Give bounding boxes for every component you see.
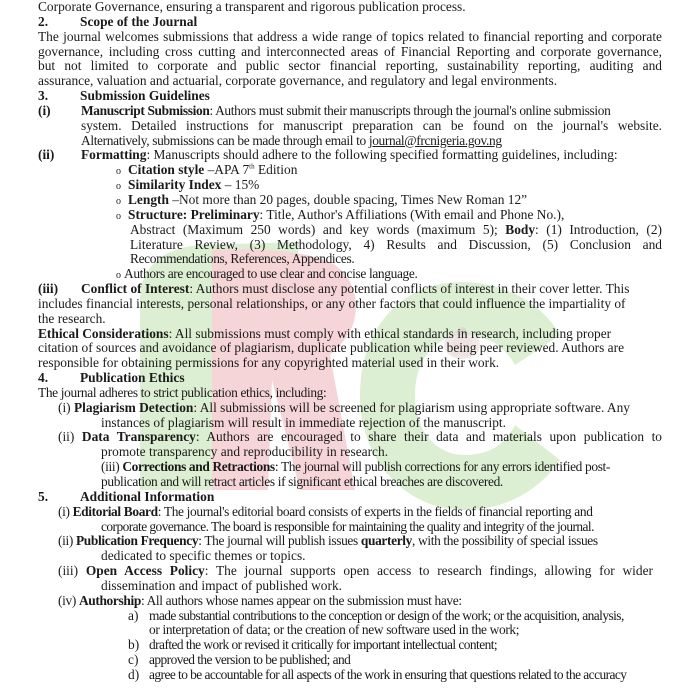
conflict-of-interest-item xyxy=(38,282,662,297)
item-text: corporate governance. The board is responsible for maintaining the quality and integrity of the journal. xyxy=(101,518,594,534)
conflict-text: the research. xyxy=(38,310,106,326)
scope-line: assurance, valuation and actuarial, corporate governance, and regulatory and legal environments. xyxy=(38,73,558,89)
authorship-criterion xyxy=(128,668,662,683)
roman-numeral: (ii) xyxy=(58,533,73,549)
bullet-encouraged xyxy=(116,267,662,282)
conflict-text: includes financial interests, personal relationships, or any other factors that could influence the impartiality of xyxy=(38,295,626,311)
section-heading-scope xyxy=(38,15,662,30)
manuscript-submission-item xyxy=(38,104,662,149)
bullet-text: : Title, Author's Affiliations (With email and Phone No.), xyxy=(259,206,565,222)
section-heading-submission xyxy=(38,89,662,104)
intro-tail: Corporate Governance, ensuring a transparent and rigorous publication process. xyxy=(38,0,466,14)
roman-numeral: (iv) xyxy=(58,592,76,608)
section-title: Submission Guidelines xyxy=(80,88,210,104)
item-label: Corrections and Retractions xyxy=(122,459,275,475)
item-text: : The journal's editorial board consists of experts in the fields of financial reporting and xyxy=(157,503,593,519)
criterion-text: agree to be accountable for all aspects of the work in ensuring that questions related to the accuracy xyxy=(149,666,627,682)
item-label: Formatting xyxy=(81,147,147,163)
criterion-marker: b) xyxy=(128,637,140,653)
item-text: : Authors must submit their manuscripts through the journal's online submission xyxy=(209,102,611,118)
item-label: Open Access Policy xyxy=(85,564,205,579)
section-number: 3. xyxy=(38,88,49,104)
bullet-circle-icon: o xyxy=(116,270,121,282)
structure-text: Literature Review, (3) Methodology, 4) Results and Discussion, (5) Conclusion and xyxy=(130,237,662,252)
editorial-board-item xyxy=(58,505,662,535)
superscript: th xyxy=(249,162,255,171)
item-label: Ethical Considerations xyxy=(38,325,169,341)
roman-numeral: (i) xyxy=(58,503,70,519)
roman-numeral: (iii) xyxy=(38,281,59,297)
item-label: Conflict of Interest xyxy=(81,281,190,297)
scope-line: governance, including cross cutting and interconnected areas of Financial Reporting and corporate governance, xyxy=(38,44,662,59)
email-link[interactable]: journal@frcnigeria.gov.ng xyxy=(368,132,502,148)
section-number: 2. xyxy=(38,13,49,29)
authorship-item xyxy=(58,594,662,609)
item-text: dedicated to specific themes or topics. xyxy=(101,548,306,564)
bullet-similarity-index xyxy=(116,178,662,193)
bullet-text: Edition xyxy=(254,162,298,178)
bullet-text: –Not more than 20 pages, double spacing, Times New Roman 12” xyxy=(168,191,528,207)
criterion-marker: a) xyxy=(128,607,139,623)
corrections-retractions-item xyxy=(101,460,662,475)
bullet-length xyxy=(116,193,662,208)
item-label: Manuscript Submission xyxy=(81,102,210,118)
criterion-text: or interpretation of data; or the creation of new software used in the work; xyxy=(149,622,520,638)
item-text: : The journal will publish issues xyxy=(198,533,361,549)
section-heading-ethics xyxy=(38,371,662,386)
roman-numeral: (iii) xyxy=(101,459,120,475)
section-title: Additional Information xyxy=(80,488,215,504)
structure-text: Abstract (Maximum 250 words) and key words (maximum 5); xyxy=(130,222,506,237)
ethical-text: citation of sources and avoidance of plagiarism, duplicate publication while being peer reviewed. Authors are xyxy=(38,340,625,356)
body-label: Body xyxy=(505,222,536,237)
authorship-criterion xyxy=(128,653,662,668)
bullet-text: –APA 7 xyxy=(204,162,250,178)
roman-numeral: (ii) xyxy=(38,147,55,163)
roman-numeral: (i) xyxy=(58,399,71,415)
bullet-circle-icon: o xyxy=(116,181,121,193)
item-text: : All submissions will be screened for plagiarism using appropriate software. Any xyxy=(193,399,630,415)
item-text: , with the possibility of special issues xyxy=(412,533,598,549)
item-text: Alternatively, submissions can be made through email to xyxy=(81,132,369,148)
data-transparency-item xyxy=(58,430,662,489)
item-text: promote transparency and reproducibility in research. xyxy=(101,444,389,460)
structure-text: Recommendations, References, Appendices. xyxy=(130,251,355,267)
roman-numeral: (iii) xyxy=(58,564,79,579)
ethical-considerations xyxy=(38,327,662,342)
item-text: dissemination and impact of published work. xyxy=(101,577,342,593)
roman-numeral: (ii) xyxy=(58,430,75,445)
formatting-item xyxy=(38,148,662,163)
document-body xyxy=(38,0,662,683)
bullet-circle-icon: o xyxy=(116,166,121,178)
bullet-structure xyxy=(116,208,662,223)
item-text: : Authors are encouraged to share their data and materials upon publication to xyxy=(195,430,662,445)
bullet-text: Authors are encouraged to use clear and concise language. xyxy=(124,266,418,282)
plagiarism-detection-item xyxy=(58,401,662,431)
ethics-intro: The journal adheres to strict publication ethics, including: xyxy=(38,384,327,400)
item-text: publication and will retract articles if significant ethical breaches are discovered. xyxy=(101,474,503,489)
scope-line: The journal welcomes submissions that address a wide range of topics related to financial reporting and corporate xyxy=(38,29,662,44)
bullet-label: Similarity Index xyxy=(128,177,222,193)
bullet-label: Length xyxy=(128,191,169,207)
structure-continuation xyxy=(130,223,662,268)
bullet-circle-icon: o xyxy=(116,195,121,207)
section-number: 4. xyxy=(38,370,49,386)
formatting-bullets xyxy=(116,163,662,222)
item-text: : All submissions must comply with ethical standards in research, including proper xyxy=(168,325,612,341)
authorship-criterion xyxy=(128,638,662,653)
item-text: instances of plagiarism will result in immediate rejection of the manuscript. xyxy=(101,414,506,430)
criterion-marker: c) xyxy=(128,652,139,668)
item-text: : Authors must disclose any potential conflicts of interest in their cover letter. This xyxy=(189,281,630,297)
bullet-label: Structure xyxy=(128,206,183,222)
bullet-sep: : xyxy=(182,206,191,222)
item-label: Authorship xyxy=(78,592,141,608)
item-text: : All authors whose names appear on the submission must have: xyxy=(140,592,462,608)
bullet-label: Citation style xyxy=(128,162,205,178)
open-access-policy-item xyxy=(58,564,662,594)
item-label: Publication Frequency xyxy=(75,533,199,549)
item-text: : Manuscripts should adhere to the following specified formatting guidelines, including: xyxy=(146,147,618,163)
item-text: : The journal will publish corrections for any errors identified post- xyxy=(274,459,611,475)
section-heading-additional xyxy=(38,490,662,505)
criterion-text: made substantial contributions to the conception or design of the work; or the acquisition, analysis, xyxy=(149,607,624,623)
criterion-text: drafted the work or revised it critically for important intellectual content; xyxy=(149,637,498,653)
section-number: 5. xyxy=(38,488,49,504)
scope-line: but not limited to corporate and public sector financial reporting, sustainability reporting, auditing and xyxy=(38,59,662,74)
criterion-marker: d) xyxy=(128,666,140,682)
item-label: Editorial Board xyxy=(72,503,158,519)
authorship-criterion xyxy=(128,609,662,639)
structure-text: : (1) Introduction, (2) xyxy=(535,222,662,237)
item-text: : The journal supports open access to research findings, allowing for wider xyxy=(204,564,653,579)
bullet-circle-icon: o xyxy=(116,210,121,222)
roman-numeral: (i) xyxy=(38,102,51,118)
frequency-value: quarterly xyxy=(360,533,413,549)
bullet-citation-style xyxy=(116,163,662,178)
section-title: Scope of the Journal xyxy=(80,13,198,29)
item-text: system. Detailed instructions for manuscript preparation can be found on the journal's website. xyxy=(81,118,662,133)
ethical-text: responsible for obtaining permissions for any copyrighted material used in their work. xyxy=(38,355,500,371)
section-title: Publication Ethics xyxy=(80,370,185,386)
preliminary-label: Preliminary xyxy=(190,206,260,222)
item-label: Data Transparency xyxy=(81,430,196,445)
item-label: Plagiarism Detection xyxy=(74,399,194,415)
publication-frequency-item xyxy=(58,534,662,564)
criterion-text: approved the version to be published; and xyxy=(149,652,351,668)
bullet-text: – 15% xyxy=(221,177,260,193)
